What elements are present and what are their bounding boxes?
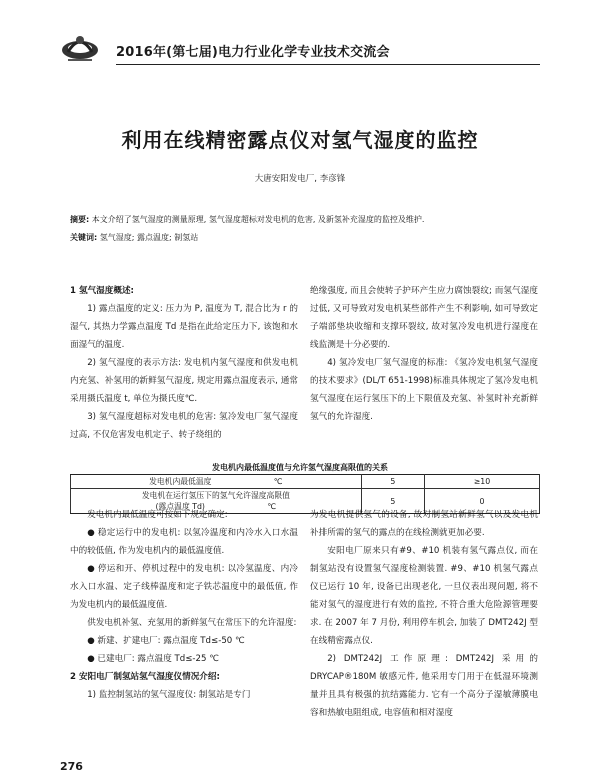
bullet-item: ● 稳定运行中的发电机: 以氢冷温度和内冷水入口水温中的较低值, 作为发电机内的最低温度值. (70, 528, 298, 556)
bullet-item: ● 停运和开、停机过程中的发电机: 以冷氢温度、内冷水入口水温、定子线棒温度和定子铁芯温度中的最低值, 作为发电机内的最低温度值. (70, 564, 298, 610)
paragraph: 3) 氢气湿度超标对发电机的危害: 氢冷发电厂氢气湿度过高, 不仅危害发电机定子、转子绕组的 (70, 412, 298, 440)
bullet-item: ● 新建、扩建电厂: 露点温度 Td≤-50 ℃ (87, 636, 245, 646)
header-rule (116, 64, 540, 65)
paragraph: 1) 监控制氢站的氢气湿度仪: 制氢站是专门 (87, 690, 251, 700)
right-column-bottom (310, 506, 538, 722)
right-column-top (310, 282, 538, 426)
paragraph: 4) 氢冷发电厂氢气湿度的标准: 《氢冷发电机氢气湿度的技术要求》(DL/T 651-1998)标准具体规定了氢冷发电机氢气湿度在运行氢压下的上下限值及充氢、补氢时补充新鲜氢气的允许湿度. (310, 358, 538, 422)
table-row (71, 475, 540, 489)
table-title: 发电机内最低温度值与允许氢气湿度高限值的关系 (212, 463, 388, 472)
keywords-text: 氢气湿度; 露点温度; 制氢站 (99, 233, 199, 242)
conference-title: 2016年(第七届)电力行业化学专业技术交流会 (116, 45, 390, 60)
abstract-text: 本文介绍了氢气湿度的测量原理, 氢气湿度超标对发电机的危害, 及新氢补充湿度的监控及维护. (91, 215, 425, 224)
conference-logo-icon (60, 28, 100, 64)
author-line: 大唐安阳发电厂, 李彦锋 (254, 174, 346, 184)
paragraph: 2) 氢气湿度的表示方法: 发电机内氢气湿度和供发电机内充氢、补氢用的新鲜氢气湿度, 规定用露点温度表示, 通常采用摄氏温度 t, 单位为摄氏度℃. (70, 358, 298, 404)
abstract (70, 212, 540, 228)
bullet-item: ● 已建电厂: 露点温度 Td≤-25 ℃ (87, 654, 219, 664)
paragraph: 为发电机提供氢气的设备, 故对制氢站新鲜氢气以及发电机补排所需的氢气的露点的在线检测就更加必要. (310, 510, 538, 538)
left-column-top (70, 282, 298, 444)
section-heading-2: 2 安阳电厂制氢站氢气湿度仪情况介绍: (70, 672, 220, 682)
table-cell: 发电机内最低温度 ℃ (71, 475, 362, 489)
page-number: 276 (60, 760, 83, 773)
table-cell: ≥10 (424, 475, 539, 489)
section-heading-1: 1 氢气湿度概述: (70, 286, 134, 296)
paragraph: 1) 露点温度的定义: 压力为 P, 温度为 T, 混合比为 r 的湿气, 其热力学露点温度 Td 是指在此给定压力下, 该饱和水面湿气的温度. (70, 304, 298, 350)
left-column-bottom (70, 506, 298, 704)
table-cell: 5 (361, 489, 424, 514)
paper-title: 利用在线精密露点仪对氢气湿度的监控 (121, 128, 479, 152)
paragraph: 2) DMT242J 工作原理: DMT242J 采用的 DRYCAP®180M 敏感元件, 他采用专门用于在低湿环境测量并且具有极强的抗结露能力. 它有一个高分子湿敏薄膜电容和热敏电阻组成, 电容值和相对湿度 (310, 654, 538, 718)
paragraph: 发电机内最低温度可按如下规定确定: (87, 510, 228, 520)
keywords-label: 关键词: (70, 233, 98, 242)
keywords (70, 232, 540, 243)
table-cell: 5 (361, 475, 424, 489)
paragraph: 供发电机补氢、充氢用的新鲜氢气在常压下的允许湿度: (87, 618, 297, 628)
abstract-label: 摘要: (70, 215, 90, 224)
paragraph: 安阳电厂原来只有#9、#10 机装有氢气露点仪, 而在制氢站没有设置氢气湿度检测装置. #9、#10 机氢气露点仪已运行 10 年, 设备已出现老化, 一旦仪表出现问题, 将不能对氢气的湿度进行有效的监控, 不符合重大危险源管理要求. 在 2007 年 7 月份, 利用停车机会, 加装了 DMT242J 型在线精密露点仪. (310, 546, 538, 646)
paragraph: 绝缘强度, 而且会使转子护环产生应力腐蚀裂纹; 而氢气湿度过低, 又可导致对发电机某些部件产生不利影响, 如可导致定子端部垫块收缩和支撑环裂纹, 故对氢冷发电机进行湿度在线监测是十分必要的. (310, 286, 538, 350)
table-cell: 0 (424, 489, 539, 514)
table-cell: 发电机在运行氢压下的氢气允许湿度高限值 (露点温度 Td) ℃ (71, 489, 362, 514)
